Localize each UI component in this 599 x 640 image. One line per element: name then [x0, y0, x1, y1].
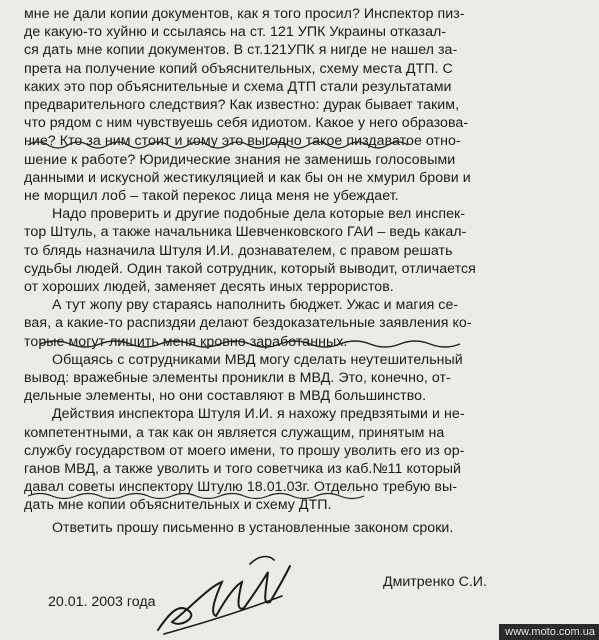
- letter-line: Действия инспектора Штуля И.И. я нахожу предвзятыми и не-: [52, 406, 465, 423]
- letter-line: каких это пор объяснительные и схема ДТП стали результатами: [24, 78, 452, 95]
- letter-line: судьбы людей. Один такой сотрудник, который выводит, отличается: [24, 260, 476, 277]
- letter-line: ся дать мне копии документов. В ст.121УПК я нигде не нашел за-: [24, 42, 458, 59]
- letter-line: шение к работе? Юридические знания не заменишь голосовыми: [24, 151, 456, 168]
- letter-line: вая, а какие-то распиздяи делают бездоказательные заявления ко-: [24, 315, 472, 332]
- letter-line: Общаясь с сотрудниками МВД могу сделать неутешительный: [52, 351, 463, 368]
- letter-line: ние? Кто за ним стоит и кому это выгодно такое пиздаватое отно-: [24, 133, 461, 150]
- letter-date: 20.01. 2003 года: [48, 594, 156, 610]
- letter-line: мне не дали копии документов, как я того просил? Инспектор пиз-: [24, 6, 465, 22]
- site-watermark: www.moto.com.ua: [499, 624, 599, 640]
- letter-line: Надо проверить и другие подобные дела которые вел инспек-: [52, 206, 466, 223]
- request-line: Ответить прошу письменно в установленные законом сроки.: [52, 520, 454, 536]
- handwritten-signature: [150, 542, 300, 640]
- letter-line: тор Штуль, а также начальника Шевченковского ГАИ – ведь какал-: [24, 224, 467, 241]
- signer-name: Дмитренко С.И.: [383, 574, 487, 590]
- letter-line: де какую-то хуйню и ссылаясь на ст. 121 УПК Украины отказал-: [24, 24, 447, 41]
- letter-line: торые могут лишить меня кровно заработанных.: [24, 333, 348, 350]
- letter-line: не морщил лоб – такой перекос лица меня не убеждает.: [24, 188, 399, 204]
- letter-line: компетентными, а так как он является служащим, принятым на: [24, 424, 445, 441]
- letter-line: предварительного следствия? Как известно: дурак бывает таким,: [24, 97, 460, 113]
- letter-line: данными и искусной жестикуляцией и как бы он не хмурил брови и: [24, 169, 471, 186]
- letter-line: дать мне копии объяснительных и схему ДТП.: [24, 497, 332, 514]
- letter-line: дельные элементы, но они составляют в МВД большинство.: [24, 388, 427, 405]
- letter-line: службу государством от моего имени, то прошу уволить его из ор-: [24, 442, 465, 459]
- letter-line: то блядь назначила Штуля И.И. дознавателем, с правом решать: [24, 242, 453, 259]
- letter-line: от хороших людей, заменяет десять иных террористов.: [24, 279, 394, 295]
- letter-line: вывод: вражебные элементы проникли в МВД. Это, конечно, от-: [24, 370, 451, 386]
- letter-line: ганов МВД, а также уволить и того советчика из каб.№11 который: [24, 461, 462, 477]
- letter-line: прета на получение копий объяснительных, схему места ДТП. С: [24, 60, 453, 77]
- letter-line: давал советы инспектору Штулю 18.01.03г. Отдельно требую вы-: [24, 479, 458, 496]
- letter-line: А тут жопу рву стараясь наполнить бюджет. Ужас и магия се-: [52, 297, 459, 314]
- letter-line: что рядом с ним чувствуешь себя идиотом. Какое у него образова-: [24, 115, 469, 132]
